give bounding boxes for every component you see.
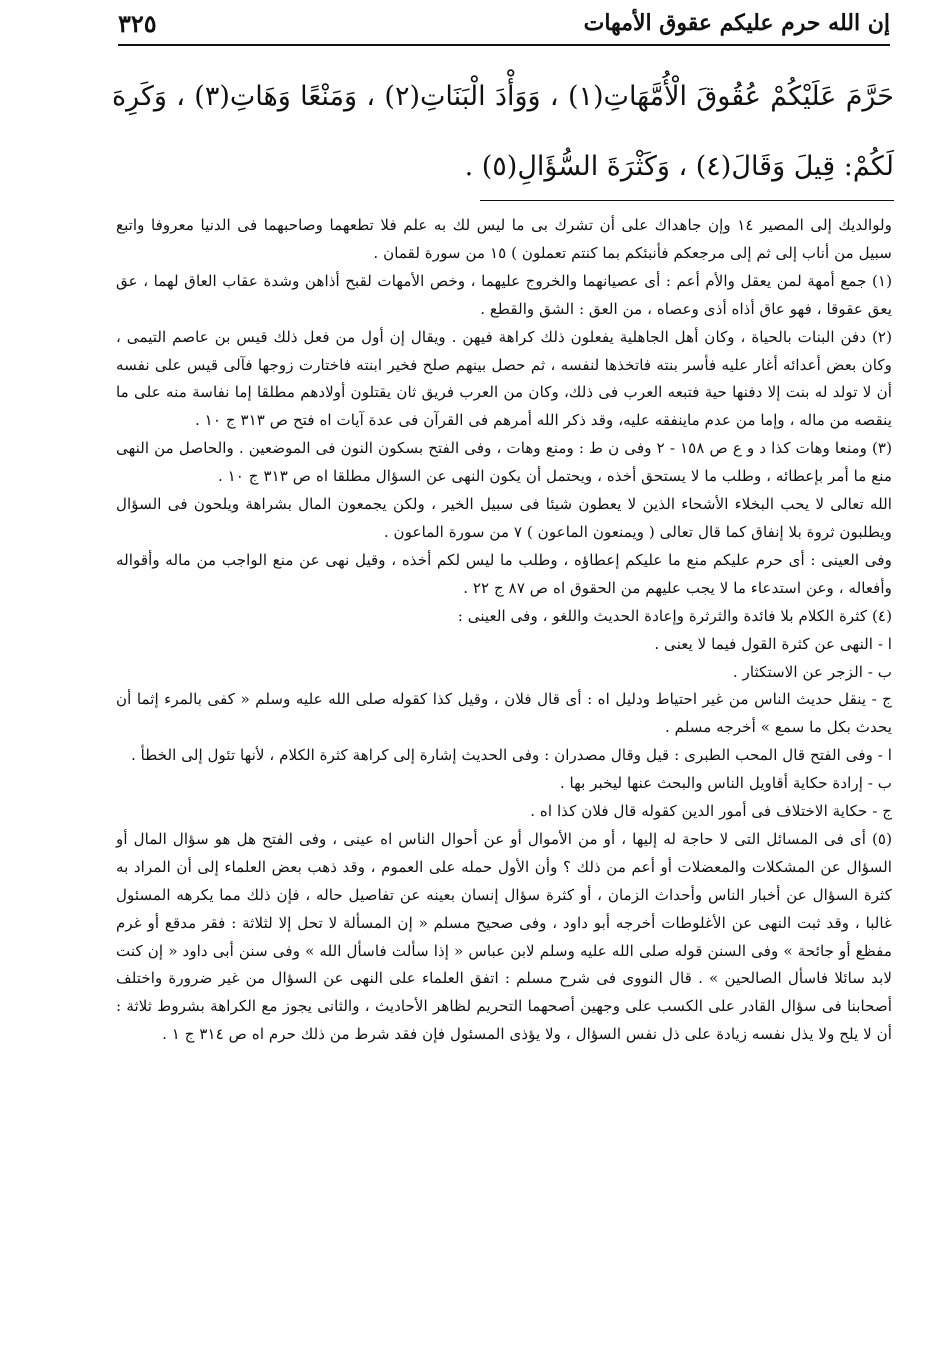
footnotes — [116, 212, 892, 1049]
footnote-paragraph: ج - حكاية الاختلاف فى أمور الدين كقوله قال فلان كذا اه . — [530, 802, 892, 821]
page-number: ٣٢٥ — [118, 8, 157, 38]
footnote-paragraph: ا - وفى الفتح قال المحب الطبرى : قيل وقال مصدران : وفى الحديث إشارة إلى كراهة كثرة الكلام ، لأنها تئول إلى الخطأ . — [130, 746, 892, 765]
running-title: إن الله حرم عليكم عقوق الأمهات — [583, 10, 890, 36]
footnote-paragraph: الله تعالى لا يحب البخلاء الأشحاء الذين لا يعطون شيئا فى سبيل الخير ، ولكن يجمعون المال بشراهة ويلحون فى السؤال ويطلبون ثروة بلا إنفاق كما قال تعالى ( ويمنعون الماعون ) ٧ من سورة الماعون . — [116, 495, 892, 541]
footnote-paragraph: (١) جمع أمهة لمن يعقل والأم أعم : أى عصيانهما والخروج عليهما ، وخص الأمهات لقبح أذاهن وشدة عقاب العاق لهما ، عق يعق عقوقا ، فهو عاق أذاه أذى وعصاه ، من العق : الشق والقطع . — [116, 271, 892, 318]
footnote-paragraph: (٣) ومنعا وهات كذا د و ع ص ١٥٨ - ٢ وفى ن ط : ومنع وهات ، وفى الفتح بسكون النون فى الموضعين . والحاصل من النهى منع ما أمر بإعطائه ، وطلب ما لا يستحق أخذه ، ويحتمل أن يكون النهى عن السؤال مطلقا اه ص ٣١٣ ج ١٠ . — [116, 439, 892, 486]
page-header — [118, 4, 890, 42]
footnote-paragraph: ولوالديك إلى المصير ١٤ وإن جاهداك على أن تشرك بى ما ليس لك به علم فلا تطعهما وصاحبهما فى الدنيا معروفا واتبع سبيل من أناب إلى ثم إلى مرجعكم فأنبئكم بما كنتم تعملون ) ١٥ من سورة لقمان . — [116, 216, 893, 262]
footnote-paragraph: (٢) دفن البنات بالحياة ، وكان أهل الجاهلية يفعلون ذلك كراهة فيهن . ويقال إن أول من فعل ذلك قيس بن عاصم التيمى ، وكان بعض أعدائه أغار عليه فأسر بنته فاتخذها لنفسه ، ثم حصل بينهم صلح فخير ابنته فاختارت زوجها فآلى قيس على نفسه أن لا تولد له بنت إلا دفنها حية فتبعه العرب فى ذلك، وكان من العرب فريق ثان يقتلون أولادهم مطلقا إما نفاسة منه على ما ينقصه من ماله ، وإما من عدم ماينفقه عليه، وقد ذكر الله أمرهم فى القرآن فى عدة آيات اه فتح ص ٣١٣ ج ١٠ . — [116, 327, 892, 430]
header-rule — [118, 44, 890, 46]
footnote-separator — [480, 200, 894, 201]
footnote-paragraph: ا - النهى عن كثرة القول فيما لا يعنى . — [654, 634, 892, 653]
footnote-paragraph: (٥) أى فى المسائل التى لا حاجة له إليها ، أو من الأموال أو عن أحوال الناس اه عينى ، وفى الفتح هل هو سؤال المال أو السؤال عن المشكلات والمعضلات أو أعم من ذلك ؟ وأن الأول حمله على العموم ، وقد ذهب بعض العلماء إلى أن المراد به كثرة السؤال عن أخبار الناس وأحداث الزمان ، أو كثرة سؤال إنسان بعينه عن تفاصيل حاله ، فإن ذلك مما يكرهه المسئول غالبا ، وقد ثبت النهى عن الأغلوطات أخرجه أبو داود ، وفى صحيح مسلم « إن المسألة لا تحل إلا لثلاثة : فقر مدقع أو غرم مفظع أو جائحة » وفى السنن قوله صلى الله عليه وسلم لابن عباس « إذا سألت فاسأل الله » وفى سنن أبى داود « إن كنت لابد سائلا فاسأل الصالحين » . قال النووى فى شرح مسلم : اتفق العلماء على النهى عن السؤال من غير ضرورة واختلف أصحابنا فى سؤال القادر على الكسب على وجهين أصحهما التحريم لظاهر الأحاديث ، والثانى يجوز مع الكراهة بشروط ثلاثة : أن لا يلح ولا يذل نفسه زيادة على ذل نفس السؤال ، ولا يؤذى المسئول فإن فقد شرط من ذلك حرم اه ص ٣١٤ ج ١ . — [116, 829, 892, 1044]
footnote-paragraph: وفى العينى : أى حرم عليكم منع ما عليكم إعطاؤه ، وطلب ما ليس لكم أخذه ، وقيل نهى عن منع الواجب من ماله وأقواله وأفعاله ، وعن استدعاء ما لا يجب عليهم من الحقوق اه ص ٨٧ ج ٢٢ . — [116, 550, 892, 597]
footnote-paragraph: ب - الزجر عن الاستكثار . — [732, 662, 892, 681]
footnote-paragraph: (٤) كثرة الكلام بلا فائدة والثرثرة وإعادة الحديث واللغو ، وفى العينى : — [457, 606, 892, 625]
footnote-paragraph: ب - إرادة حكاية أقاويل الناس والبحث عنها ليخبر بها . — [559, 774, 892, 793]
footnote-paragraph: ج - ينقل حديث الناس من غير احتياط ودليل اه : أى قال فلان ، وقيل كذا كقوله صلى الله عليه وسلم « كفى بالمرء إثما أن يحدث بكل ما سمع » أخرجه مسلم . — [116, 690, 892, 737]
hadith-text: حَرَّمَ عَلَيْكُمْ عُقُوقَ الْأُمَّهَاتِ(١) ، وَوَأْدَ الْبَنَاتِ(٢) ، وَمَنْعًا وَهَاتِ(٣) ، وَكَرِهَ لَكُمْ: قِيلَ وَقَالَ(٤) ، وَكَثْرَةَ السُّؤَالِ(٥) . — [112, 81, 894, 182]
